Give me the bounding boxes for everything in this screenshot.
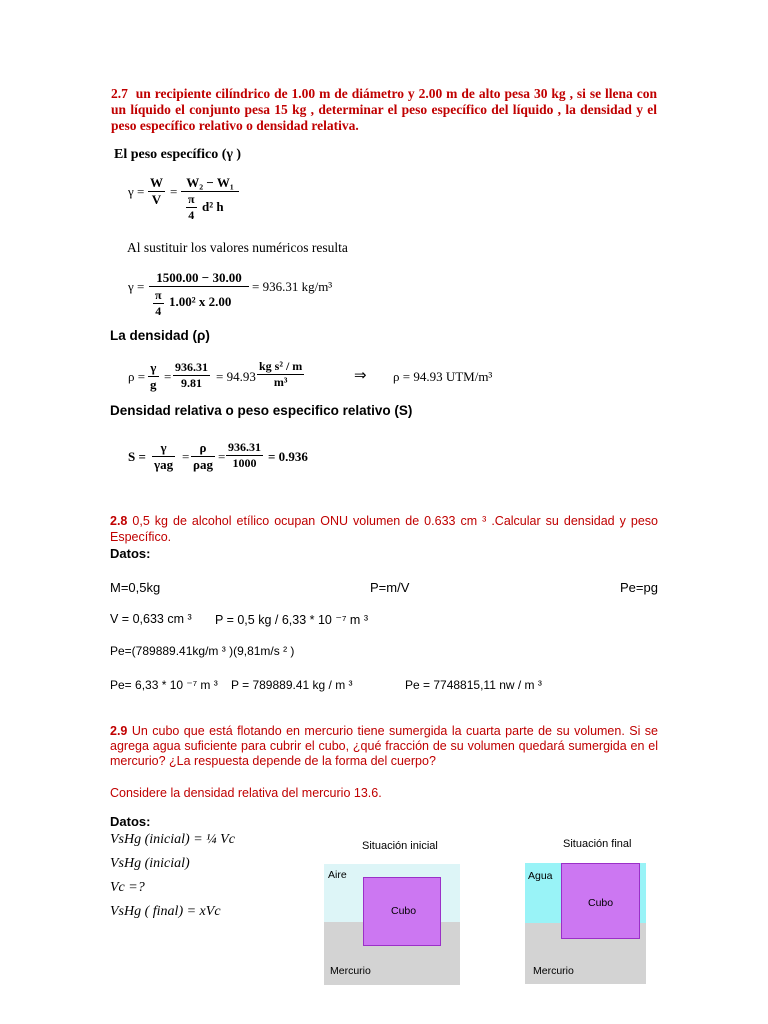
sustituir-text: Al sustituir los valores numéricos resulta <box>127 240 348 255</box>
diagram-final <box>525 863 646 984</box>
numerator: 936.31 <box>175 360 208 374</box>
datum-4: VsHg ( final) = xVc <box>110 904 221 919</box>
datum-2: VsHg (inicial) <box>110 856 190 871</box>
densidad-relativa-title: Densidad relativa o peso especifico relativo (S) <box>110 403 413 418</box>
problem-2-8-statement <box>110 513 658 545</box>
densidad-title: La densidad (ρ) <box>110 328 210 343</box>
gamma-ag: γag <box>154 457 174 472</box>
cubo-label: Cubo <box>391 905 417 917</box>
four: 4 <box>188 208 195 222</box>
volume-value: V = 0,633 cm ³ <box>110 612 192 626</box>
implies-arrow-icon: ⇒ <box>354 368 367 384</box>
eq2-numerator: 1500.00 − 30.00 <box>149 270 249 287</box>
problem-2-9-statement <box>110 724 658 769</box>
eq1-frac-w-v <box>148 175 165 208</box>
pi: π <box>188 192 195 206</box>
problem-text: 0,5 kg de alcohol etílico ocupan ONU volumen de 0.633 cm ³ .Calcular su densidad y peso Específico. <box>110 514 658 544</box>
denominator: 1000 <box>232 456 257 470</box>
units-num: kg s² / m <box>259 359 303 373</box>
rho-ag: ρag <box>193 457 213 472</box>
eq1-lhs: γ = <box>128 184 145 199</box>
situacion-final-title: Situación final <box>563 838 632 850</box>
mercurio-label: Mercurio <box>533 965 574 977</box>
datos-label-2: Datos: <box>110 814 151 829</box>
problem-number: 2.8 <box>110 514 128 528</box>
eq4-frac-values <box>226 440 263 471</box>
eq4-eq2: = <box>218 449 226 464</box>
eq4-eq1: = <box>182 449 190 464</box>
diagram-inicial <box>324 864 460 985</box>
eq2-denominator: 1.00² x 2.00 <box>169 294 232 309</box>
mass-value: M=0,5kg <box>110 580 161 595</box>
density-result: P = 789889.41 kg / m ³ <box>231 678 353 692</box>
eq3-mid: = 94.93 <box>216 369 256 384</box>
problem-text: Un cubo que está flotando en mercurio tiene sumergida la cuarta parte de su volumen. Si se agrega agua suficiente para cubrir el cubo, ¿qué fracción de su volumen quedará sumergida en el mercurio? ¿La respuesta depende de la forma del cuerpo? <box>110 724 658 768</box>
g: g <box>150 377 157 392</box>
eq4-result: = 0.936 <box>268 449 308 464</box>
eq1-equals: = <box>170 184 178 199</box>
datum-3: Vc =? <box>110 880 145 895</box>
cubo-label: Cubo <box>588 897 614 909</box>
eq1-num: W <box>150 175 163 190</box>
numerator: 936.31 <box>228 440 261 454</box>
eq2-result: = 936.31 kg/m³ <box>252 279 333 294</box>
eq3-frac-gamma-g <box>148 360 159 393</box>
pi: π <box>155 288 162 302</box>
eq3-result: ρ = 94.93 UTM/m³ <box>393 369 493 384</box>
eq4-frac-rho <box>191 440 215 473</box>
problem-text: un recipiente cilíndrico de 1.00 m de diámetro y 2.00 m de alto pesa 30 kg , si se llena con un líquido el conjunto pesa 15 kg , determinar el peso específico del líquido , la densidad y el peso específico relativo o densidad relativa. <box>111 86 657 133</box>
eq4-lhs: S = <box>128 449 146 464</box>
eq2-lhs: γ = <box>128 279 145 294</box>
weight-formula: Pe=pg <box>620 580 658 595</box>
problem-number: 2.7 <box>111 86 128 101</box>
eq3-frac-units <box>257 359 304 390</box>
eq1-num-w2-w1: W₂ − W₁ <box>181 175 239 192</box>
datos-label: Datos: <box>110 546 151 561</box>
rho: ρ <box>191 440 215 457</box>
datum-1: VsHg (inicial) = ¼ Vc <box>110 832 235 847</box>
aire-label: Aire <box>328 869 347 881</box>
density-calc: P = 0,5 kg / 6,33 * 10 ⁻⁷ m ³ <box>215 613 368 627</box>
considere-text: Considere la densidad relativa del mercurio 13.6. <box>110 786 382 800</box>
peso-especifico-title: El peso específico (γ ) <box>114 147 242 162</box>
problem-number: 2.9 <box>110 724 128 738</box>
density-formula: P=m/V <box>370 580 410 595</box>
gamma: γ <box>152 440 175 457</box>
eq3-lhs: ρ = <box>128 369 146 384</box>
units-den: m³ <box>273 375 288 389</box>
eq2-pi-over-4 <box>153 288 164 319</box>
eq3-frac-values <box>173 360 210 391</box>
mercurio-label: Mercurio <box>330 965 371 977</box>
agua-label: Agua <box>528 870 553 882</box>
weight-calc: Pe=(789889.41kg/m ³ )(9,81m/s ² ) <box>110 644 295 658</box>
eq3-equals: = <box>164 369 172 384</box>
four: 4 <box>155 304 162 318</box>
denominator: 9.81 <box>181 376 202 390</box>
eq1-den: V <box>151 192 162 207</box>
eq1-d2h: d² h <box>202 199 224 214</box>
gamma: γ <box>148 360 159 377</box>
eq4-frac-gamma <box>152 440 175 473</box>
weight-result: Pe = 7748815,11 nw / m ³ <box>405 678 542 692</box>
problem-2-7-statement <box>111 86 657 134</box>
weight-volume: Pe= 6,33 * 10 ⁻⁷ m ³ <box>110 678 218 692</box>
eq1-pi-over-4 <box>186 192 197 223</box>
situacion-inicial-title: Situación inicial <box>362 840 438 852</box>
